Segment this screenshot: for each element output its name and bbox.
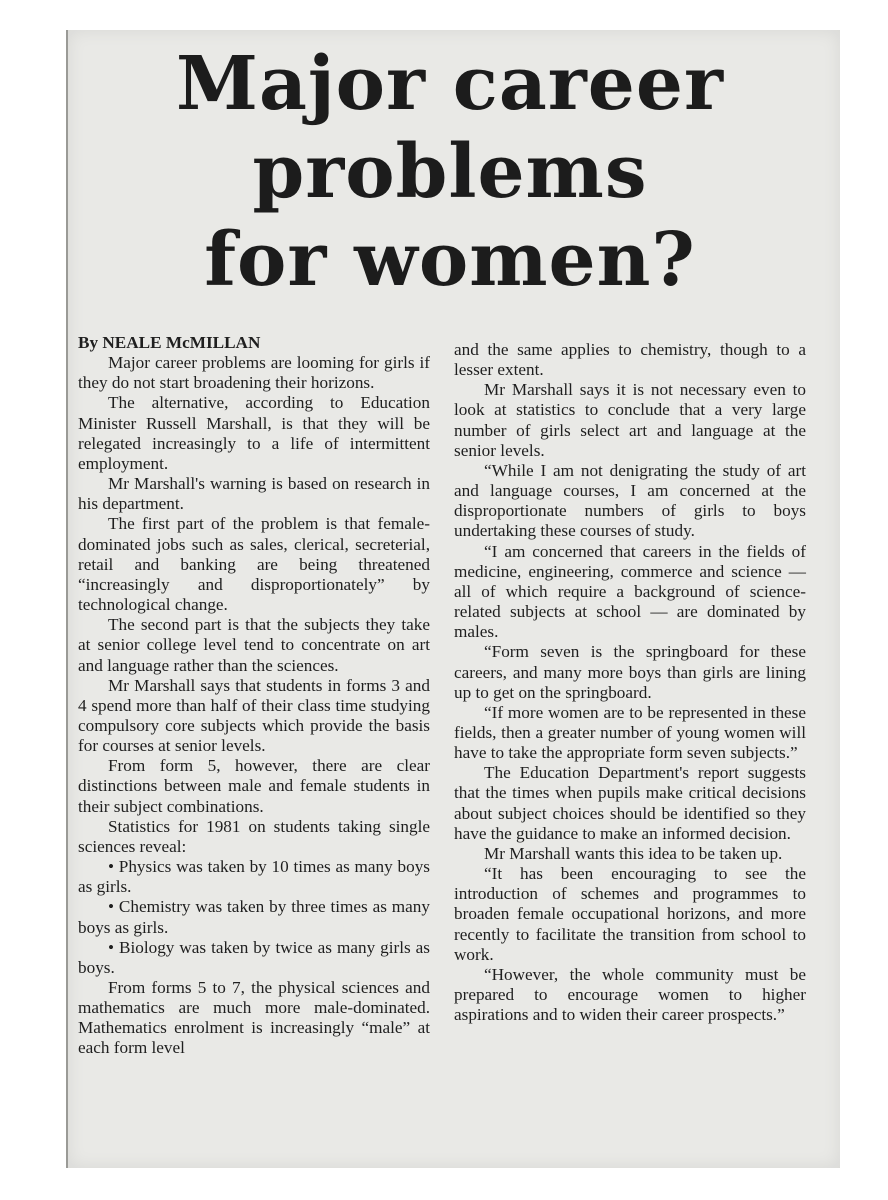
- article-paragraph: “It has been encouraging to see the introduction of schemes and programmes to broaden female occupational horizons, and more recently to facilitate the transition from school to work.: [454, 864, 806, 964]
- article-paragraph: Mr Marshall wants this idea to be taken up.: [484, 843, 783, 863]
- article-paragraph: “However, the whole community must be prepared to encourage women to higher aspirations and to widen their career prospects.”: [454, 964, 806, 1025]
- article-paragraph: “While I am not denigrating the study of art and language courses, I am concerned at the disproportionate numbers of girls to boys undertaking these courses of study.: [454, 460, 806, 541]
- article-paragraph: The first part of the problem is that female-dominated jobs such as sales, clerical, secreterial, retail and banking are being threatened “increasingly and disproportionately” by technological change.: [78, 514, 430, 615]
- article-paragraph: “If more women are to be represented in these fields, then a greater number of young women will have to take the appropriate form seven subjects.”: [454, 702, 806, 763]
- article-paragraph: Major career problems are looming for girls if they do not start broadening their horizons.: [78, 353, 430, 393]
- headline-line-3: for women?: [204, 217, 696, 303]
- article-paragraph: Statistics for 1981 on students taking single sciences reveal:: [78, 816, 430, 856]
- bullet-item: • Chemistry was taken by three times as many boys as girls.: [78, 897, 430, 937]
- article-column-right: [454, 340, 806, 1025]
- headline-line-2: problems: [252, 129, 648, 215]
- byline: By NEALE McMILLAN: [78, 333, 261, 352]
- article-paragraph: From form 5, however, there are clear distinctions between male and female students in their subject combinations.: [78, 756, 430, 816]
- article-paragraph: Mr Marshall says it is not necessary even to look at statistics to conclude that a very large number of girls select art and language at the senior levels.: [454, 380, 806, 460]
- article-paragraph: “Form seven is the springboard for these careers, and many more boys than girls are lining up to get on the springboard.: [454, 642, 806, 702]
- article-column-left: [78, 333, 430, 1059]
- headline-line-1: Major career: [176, 41, 724, 127]
- article-paragraph: From forms 5 to 7, the physical sciences and mathematics are much more male-dominated. Mathematics enrolment is increasingly “male” at each form level: [78, 978, 430, 1058]
- bullet-item: • Physics was taken by 10 times as many boys as girls.: [78, 857, 430, 897]
- headline: [70, 40, 830, 304]
- article-paragraph: Mr Marshall says that students in forms 3 and 4 spend more than half of their class time studying compulsory core subjects which provide the basis for courses at senior levels.: [78, 675, 430, 756]
- article-paragraph: Mr Marshall's warning is based on research in his department.: [78, 474, 430, 514]
- article-paragraph: The Education Department's report suggests that the times when pupils make critical decisions about subject choices should be identified so they have the guidance to make an informed decision.: [454, 763, 806, 843]
- bullet-item: • Biology was taken by twice as many girls as boys.: [78, 937, 430, 977]
- article-paragraph: The second part is that the subjects they take at senior college level tend to concentrate on art and language rather than the sciences.: [78, 615, 430, 675]
- article-paragraph-continued: and the same applies to chemistry, though to a lesser extent.: [454, 340, 806, 380]
- article-paragraph: The alternative, according to Education Minister Russell Marshall, is that they will be relegated increasingly to a life of intermittent employment.: [78, 393, 430, 473]
- article-paragraph: “I am concerned that careers in the fields of medicine, engineering, commerce and science — all of which require a background of science-related subjects at school — are dominated by males.: [454, 541, 806, 642]
